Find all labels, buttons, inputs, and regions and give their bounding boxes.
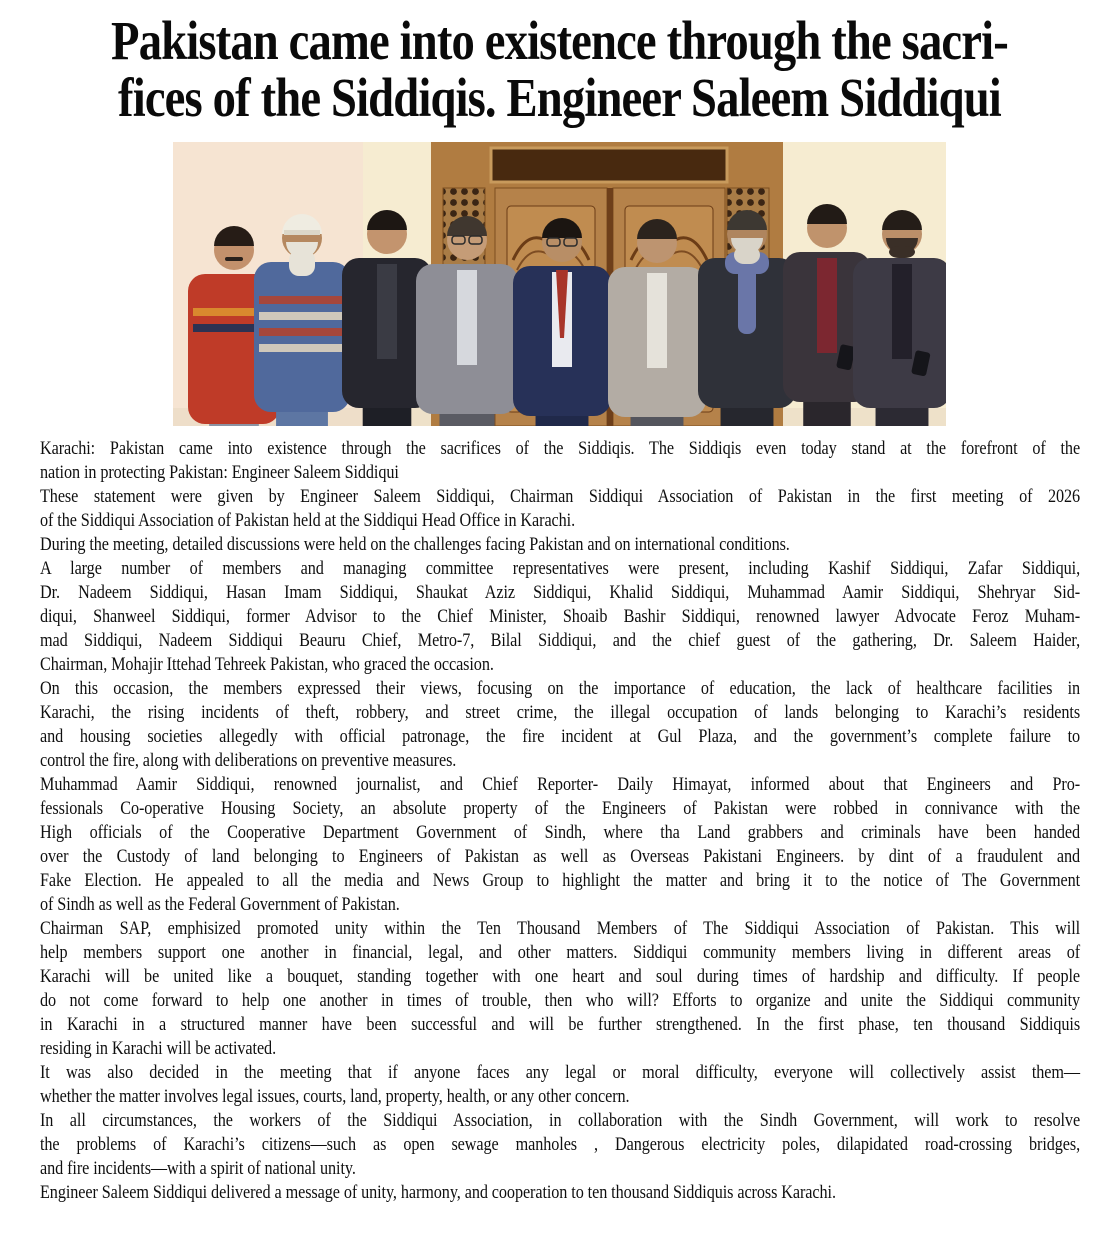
article-line: It was also decided in the meeting that if anyone faces any legal or moral difficulty, everyone will collectively assist them—: [40, 1062, 1081, 1083]
article-line: High officials of the Cooperative Department Government of Sindh, where tha Land grabbers and criminals have been handed: [40, 822, 1081, 843]
article-line: On this occasion, the members expressed their views, focusing on the importance of education, the lack of healthcare facilities in: [40, 678, 1081, 699]
group-photo: [173, 142, 946, 426]
newspaper-article-page: [0, 12, 1119, 1256]
article-line: Chairman, Mohajir Ittehad Tehreek Pakistan, who graced the occasion.: [40, 654, 494, 675]
article-line: do not come forward to help one another in times of trouble, then who will? Efforts to organize and unite the Siddiqui community: [40, 990, 1081, 1011]
article-line: diqui, Shanweel Siddiqui, former Advisor to the Chief Minister, Shoaib Bashir Siddiqui, renowned lawyer Advocate Feroz Muham-: [40, 606, 1081, 627]
door-transom: [491, 148, 727, 182]
article-line: of the Siddiqui Association of Pakistan held at the Siddiqui Head Office in Karachi.: [40, 510, 576, 531]
article-body: [40, 437, 1080, 1205]
article-line: over the Custody of land belonging to Engineers of Pakistan as well as Overseas Pakistani Engineers. by dint of a fraudulent and: [40, 846, 1081, 867]
article-line: Dr. Nadeem Siddiqui, Hasan Imam Siddiqui, Shaukat Aziz Siddiqui, Khalid Siddiqui, Muhammad Aamir Siddiqui, Shehryar Sid-: [40, 582, 1081, 603]
article-line: A large number of members and managing committee representatives were present, including Kashif Siddiqui, Zafar Siddiqui,: [40, 558, 1081, 579]
article-line: and housing societies allegedly with official patronage, the fire incident at Gul Plaza, and the government’s complete failure to: [40, 726, 1081, 747]
article-line: help members support one another in financial, legal, and other matters. Siddiqui community members living in different areas of: [40, 942, 1081, 963]
group-photo-frame: [173, 142, 946, 426]
article-line: mad Siddiqui, Nadeem Siddiqui Beauru Chief, Metro-7, Bilal Siddiqui, and the chief guest of the gathering, Dr. Saleem Haider,: [40, 630, 1081, 651]
article-line: These statement were given by Engineer Saleem Siddiqui, Chairman Siddiqui Association of Pakistan in the first meeting of 2026: [40, 486, 1081, 507]
article-line: residing in Karachi will be activated.: [40, 1038, 277, 1059]
article-line: fessionals Co-operative Housing Society, an absolute property of the Engineers of Pakistan were robbed in connivance with the: [40, 798, 1081, 819]
article-line: During the meeting, detailed discussions were held on the challenges facing Pakistan and on international conditions.: [40, 534, 790, 555]
headline: [0, 12, 1119, 126]
article-line: Muhammad Aamir Siddiqui, renowned journalist, and Chief Reporter- Daily Himayat, informed about that Engineers and Pro-: [40, 774, 1081, 795]
article-line: Karachi: Pakistan came into existence through the sacrifices of the Siddiqis. The Siddiqis even today stand at the forefront of the: [40, 438, 1081, 459]
article-line: nation in protecting Pakistan: Engineer Saleem Siddiqui: [40, 462, 399, 483]
article-line: Fake Election. He appealed to all the media and News Group to highlight the matter and bring it to the notice of The Government: [40, 870, 1081, 891]
article-line: In all circumstances, the workers of the Siddiqui Association, in collaboration with the Sindh Government, will work to resolve: [40, 1110, 1081, 1131]
article-line: Chairman SAP, emphisized promoted unity within the Ten Thousand Members of The Siddiqui Association of Pakistan. This will: [40, 918, 1081, 939]
article-line: Engineer Saleem Siddiqui delivered a message of unity, harmony, and cooperation to ten thousand Siddiquis across Karachi.: [40, 1182, 836, 1203]
article-line: Karachi, the rising incidents of theft, robbery, and street crime, the illegal occupation of lands belonging to Karachi’s residents: [40, 702, 1081, 723]
headline-line-1: Pakistan came into existence through the sacri-: [111, 10, 1008, 71]
article-line: whether the matter involves legal issues, courts, land, property, health, or any other concern.: [40, 1086, 630, 1107]
article-line: of Sindh as well as the Federal Government of Pakistan.: [40, 894, 400, 915]
headline-line-2: fices of the Siddiqis. Engineer Saleem Siddiqui: [118, 67, 1001, 128]
article-line: the problems of Karachi’s citizens—such as open sewage manholes , Dangerous electricity poles, dilapidated road-crossing bridges,: [40, 1134, 1081, 1155]
article-line: and fire incidents—with a spirit of national unity.: [40, 1158, 356, 1179]
article-line: Karachi will be united like a bouquet, standing together with one heart and soul during times of hardship and difficulty. If people: [40, 966, 1081, 987]
article-line: in Karachi in a structured manner have been successful and will be further strengthened. In the first phase, ten thousand Siddiquis: [40, 1014, 1081, 1035]
article-line: control the fire, along with deliberations on preventive measures.: [40, 750, 457, 771]
people-group: [188, 204, 946, 426]
